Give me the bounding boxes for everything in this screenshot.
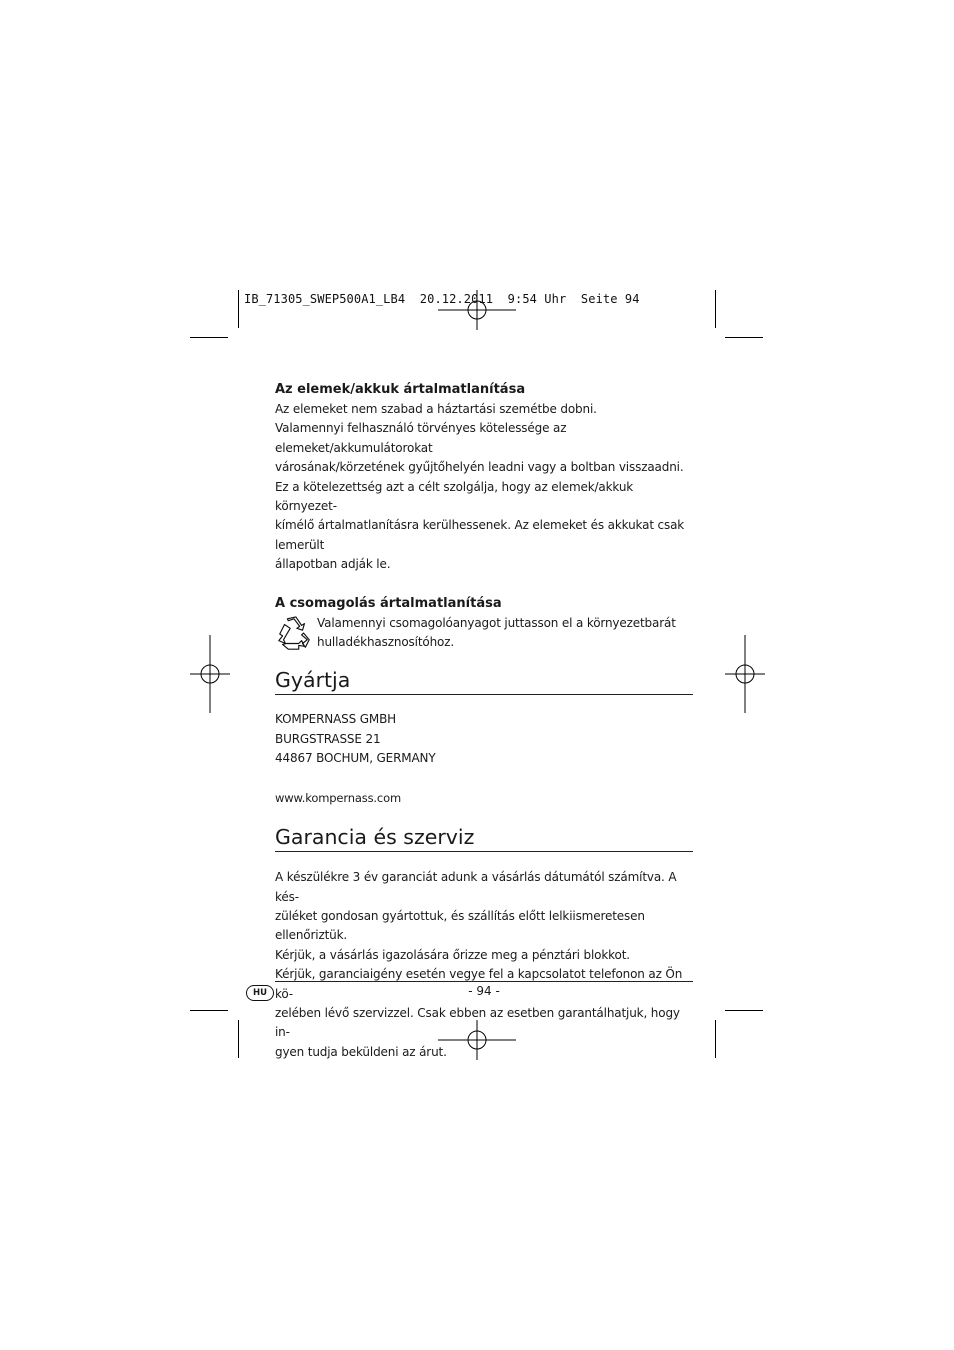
language-badge: HU [246,985,274,1001]
crop-mark-br-h [725,1010,763,1011]
warranty-line: Kérjük, garanciaigény esetén vegye fel a kapcsolatot telefonon az Ön kö- [275,967,683,1001]
manufacturer-section [275,667,693,808]
warranty-line: Kérjük, a vásárlás igazolására őrizze meg a pénztári blokkot. [275,947,630,962]
warranty-line: gyen tudja beküldeni az árut. [275,1044,447,1059]
page-content [275,380,693,1062]
printer-slug: IB_71305_SWEP500A1_LB4 20.12.2011 9:54 Uhr Seite 94 [244,292,640,306]
crop-mark-tr-v [715,290,716,328]
address-line: KOMPERNASS GMBH [275,712,397,727]
battery-disposal-section [275,380,693,575]
address-line: 44867 BOCHUM, GERMANY [275,751,436,766]
battery-disposal-heading: Az elemek/akkuk ártalmatlanítása [275,382,526,397]
battery-line: állapotban adják le. [275,557,391,572]
warranty-line: zelében lévő szervizzel. Csak ebben az esetben garantálhatjuk, hogy in- [275,1005,680,1040]
battery-line: kímélő ártalmatlanításra kerülhessenek. Az elemeket és akkukat csak lemerült [275,518,685,552]
registration-mark-left-icon [190,635,230,713]
packaging-line: Valamennyi csomagolóanyagot juttasson el a környezetbarát [317,615,676,630]
warranty-line: züléket gondosan gyártottuk, és szállítás előtt lelkiismeretesen ellenőriztük. [275,908,645,943]
crop-mark-tl-h [190,337,228,338]
packaging-line: hulladékhasznosítóhoz. [317,635,455,650]
manufacturer-heading: Gyártja [275,667,693,695]
crop-mark-br-v [715,1020,716,1058]
packaging-text [317,614,693,653]
page-number: - 94 - [468,984,500,998]
warranty-heading: Garancia és szerviz [275,824,693,852]
packaging-disposal-heading: A csomagolás ártalmatlanítása [275,595,502,611]
packaging-row [275,614,693,653]
crop-mark-bl-h [190,1010,228,1011]
battery-line: városának/körzetének gyűjtőhelyén leadni vagy a boltban visszaadni. [275,460,684,475]
battery-line: Ez a kötelezettség azt a célt szolgálja, hogy az elemek/akkuk környezet- [275,479,634,514]
crop-mark-bl-v [238,1020,239,1058]
website-link[interactable]: www.kompernass.com [275,790,402,805]
recycle-icon [275,615,313,653]
address-line: BURGSTRASSE 21 [275,731,381,746]
registration-mark-right-icon [725,635,765,713]
crop-mark-tl-v [238,290,239,328]
battery-line: Az elemeket nem szabad a háztartási szemétbe dobni. [275,402,597,416]
battery-line: Valamennyi felhasználó törvényes kötelessége az elemeket/akkumulátorokat [275,421,567,455]
footer-rule [275,981,693,982]
crop-mark-tr-h [725,337,763,338]
warranty-line: A készülékre 3 év garanciát adunk a vásárlás dátumától számítva. A kés- [275,870,677,904]
packaging-disposal-section [275,594,693,653]
warranty-section [275,824,693,1062]
